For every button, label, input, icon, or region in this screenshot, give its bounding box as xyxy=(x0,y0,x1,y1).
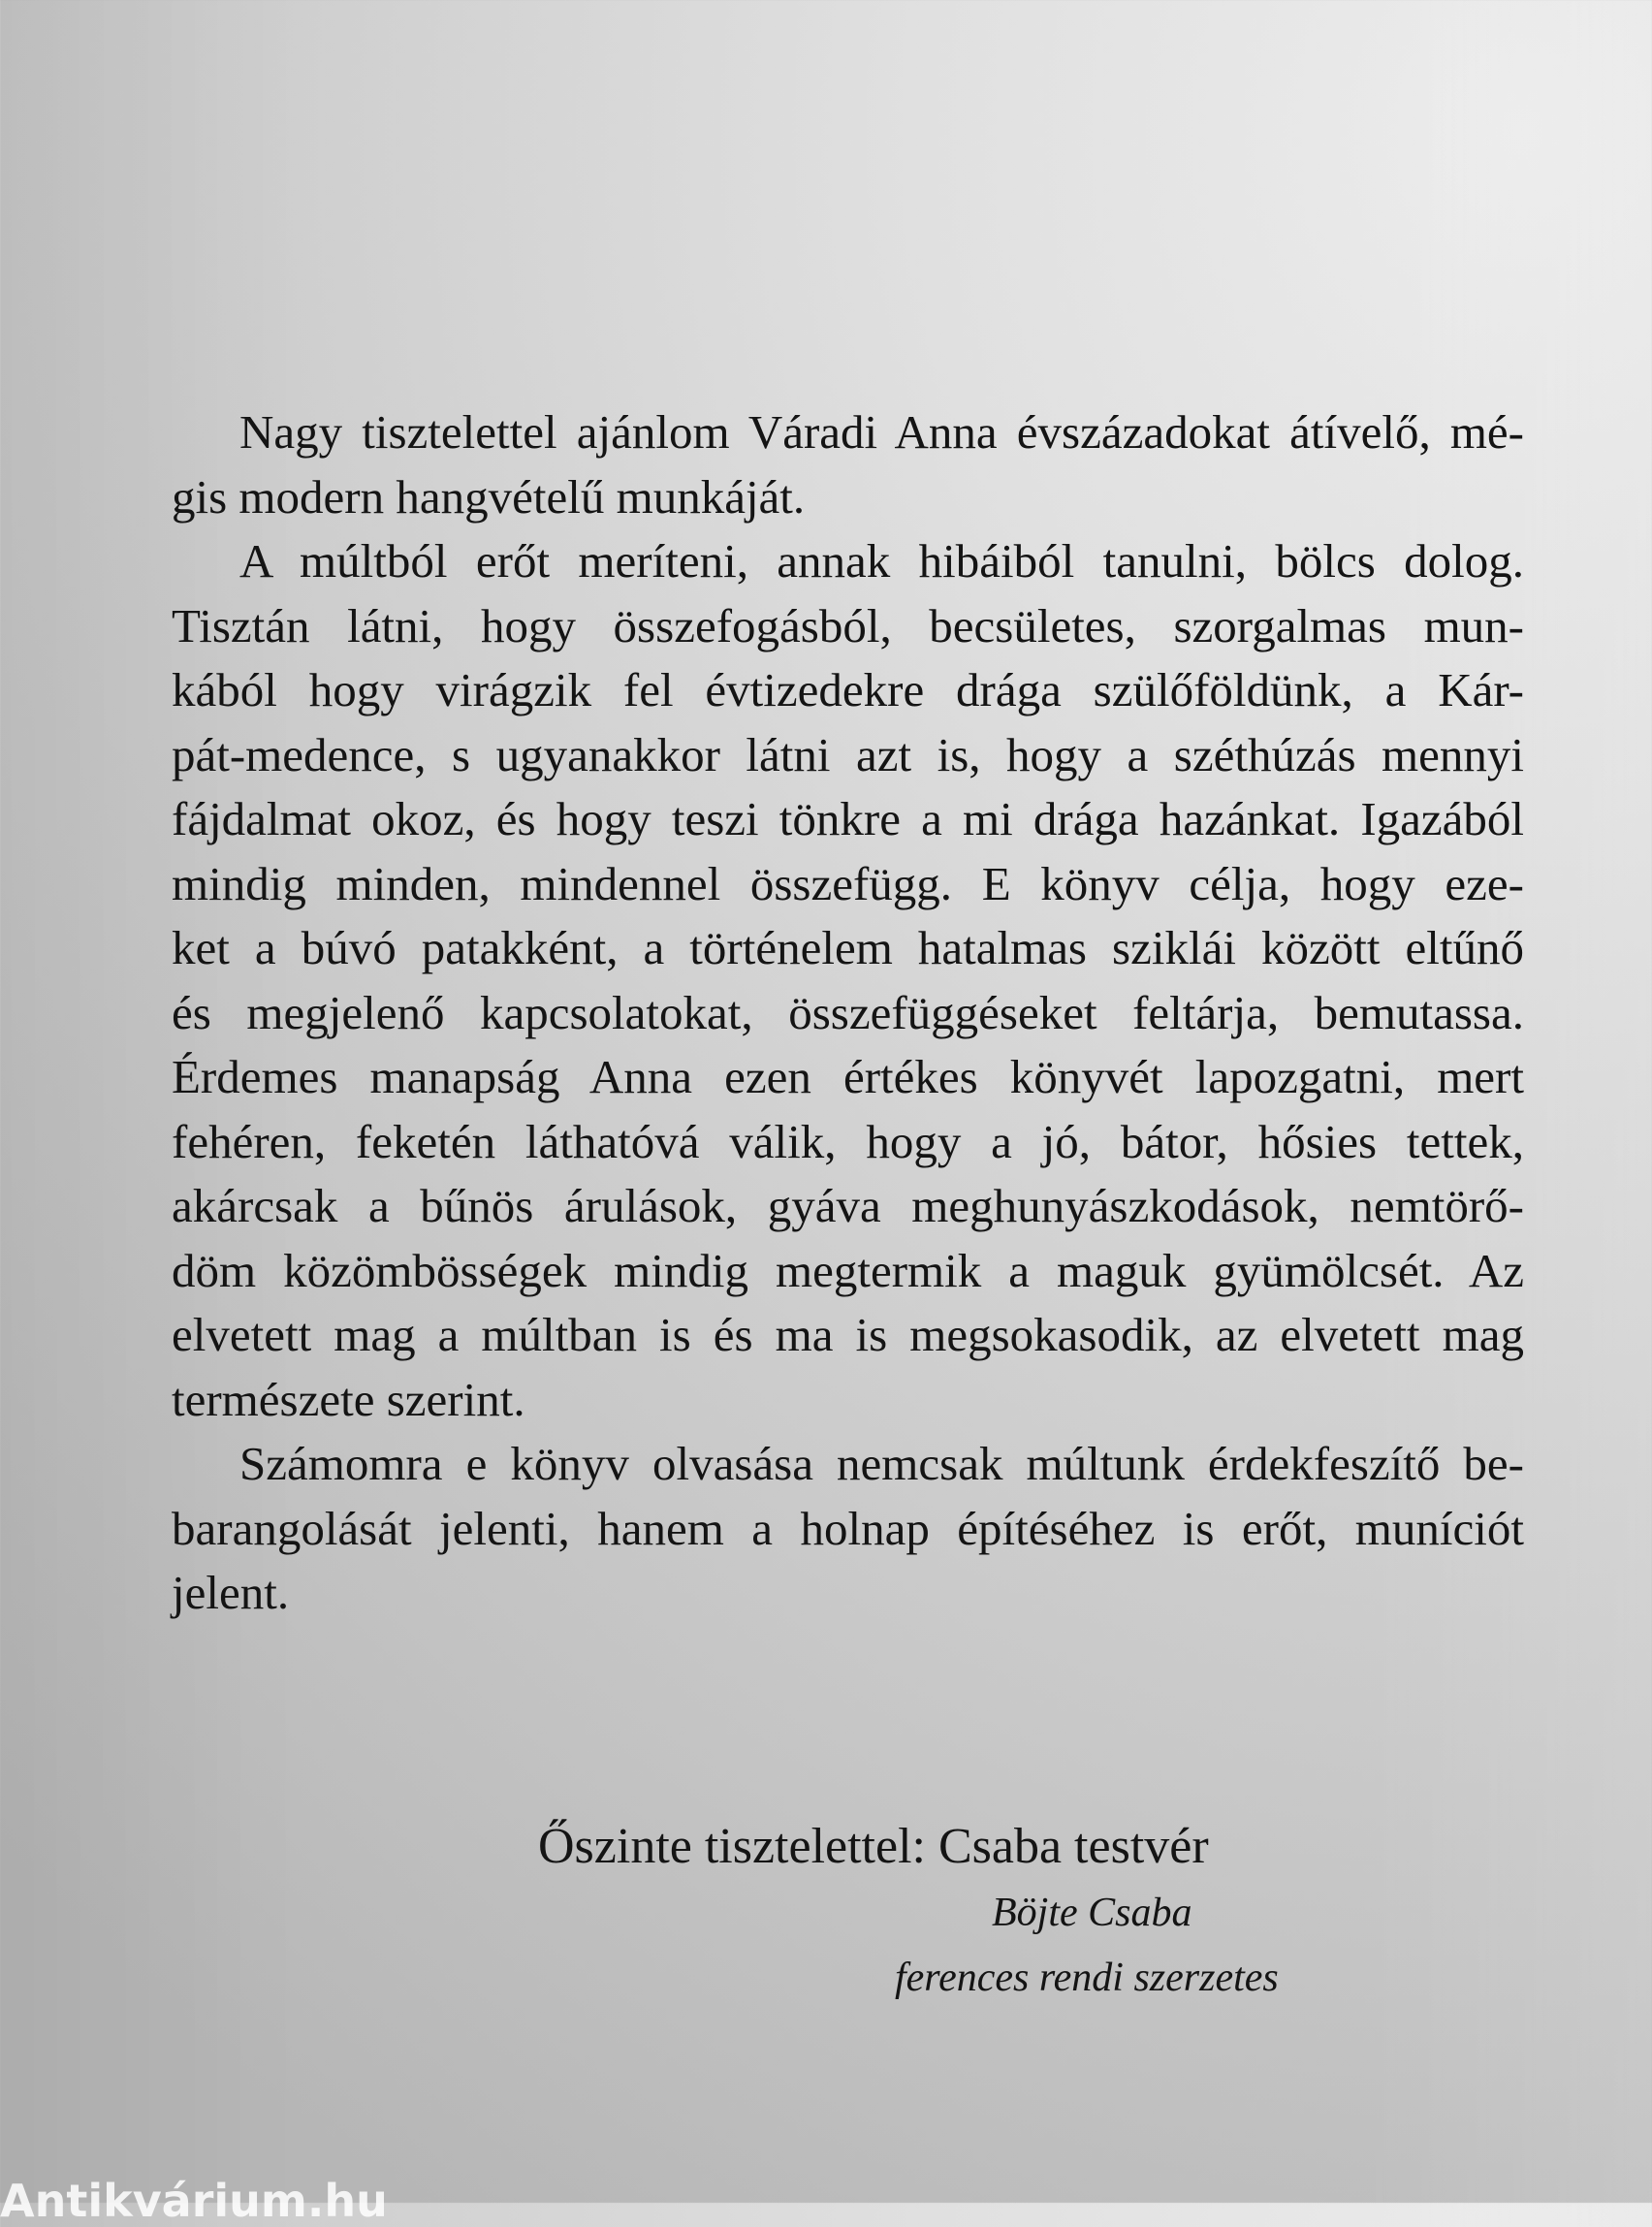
paragraph xyxy=(172,400,1524,529)
text-line: fehéren, feketén láthatóvá válik, hogy a jó, bátor, hősies tettek, xyxy=(172,1114,1524,1168)
text-line: gis modern hangvételű munkáját. xyxy=(172,469,806,524)
signature-name: Böjte Csaba xyxy=(992,1891,1192,1935)
text-line: Számomra e könyv olvasása nemcsak múltunk érdekfeszítő be- xyxy=(239,1437,1524,1490)
text-line: döm közömbösségek mindig megtermik a maguk gyümölcsét. Az xyxy=(172,1243,1524,1297)
signature-title: ferences rendi szerzetes xyxy=(895,1956,1279,2000)
text-line: mindig minden, mindennel összefügg. E könyv célja, hogy eze- xyxy=(172,856,1524,910)
text-line: jelent. xyxy=(172,1566,290,1619)
watermark: Antikvárium.hu xyxy=(0,2175,388,2227)
text-line: és megjelenő kapcsolatokat, összefüggéseket feltárja, bemutassa. xyxy=(172,985,1524,1039)
paragraph xyxy=(172,529,1524,1432)
text-line: ket a búvó patakként, a történelem hatalmas sziklái között eltűnő xyxy=(172,921,1524,974)
text-line: akárcsak a bűnös árulások, gyáva meghunyászkodások, nemtörő- xyxy=(172,1179,1524,1232)
text-line: Érdemes manapság Anna ezen értékes könyvét lapozgatni, mert xyxy=(172,1050,1524,1103)
text-line: pát-medence, s ugyanakkor látni azt is, hogy a széthúzás mennyi xyxy=(172,727,1524,781)
text-line: A múltból erőt meríteni, annak hibáiból tanulni, bölcs dolog. xyxy=(239,534,1524,588)
text-line: természete szerint. xyxy=(172,1372,525,1426)
text-line: barangolását jelenti, hanem a holnap építéséhez is erőt, muníciót xyxy=(172,1501,1524,1555)
text-line: fájdalmat okoz, és hogy teszi tönkre a mi drága hazánkat. Igazából xyxy=(172,792,1524,845)
text-line: kából hogy virágzik fel évtizedekre drága szülőföldünk, a Kár- xyxy=(172,663,1524,716)
paragraph xyxy=(172,1432,1524,1626)
body-text xyxy=(172,400,1524,1626)
signature-closing: Őszinte tisztelettel: Csaba testvér xyxy=(538,1819,1209,1874)
text-line: elvetett mag a múltban is és ma is megsokasodik, az elvetett mag xyxy=(172,1308,1524,1361)
text-line: Nagy tisztelettel ajánlom Váradi Anna évszázadokat átívelő, mé- xyxy=(239,405,1524,459)
text-line: Tisztán látni, hogy összefogásból, becsületes, szorgalmas mun- xyxy=(172,598,1524,652)
